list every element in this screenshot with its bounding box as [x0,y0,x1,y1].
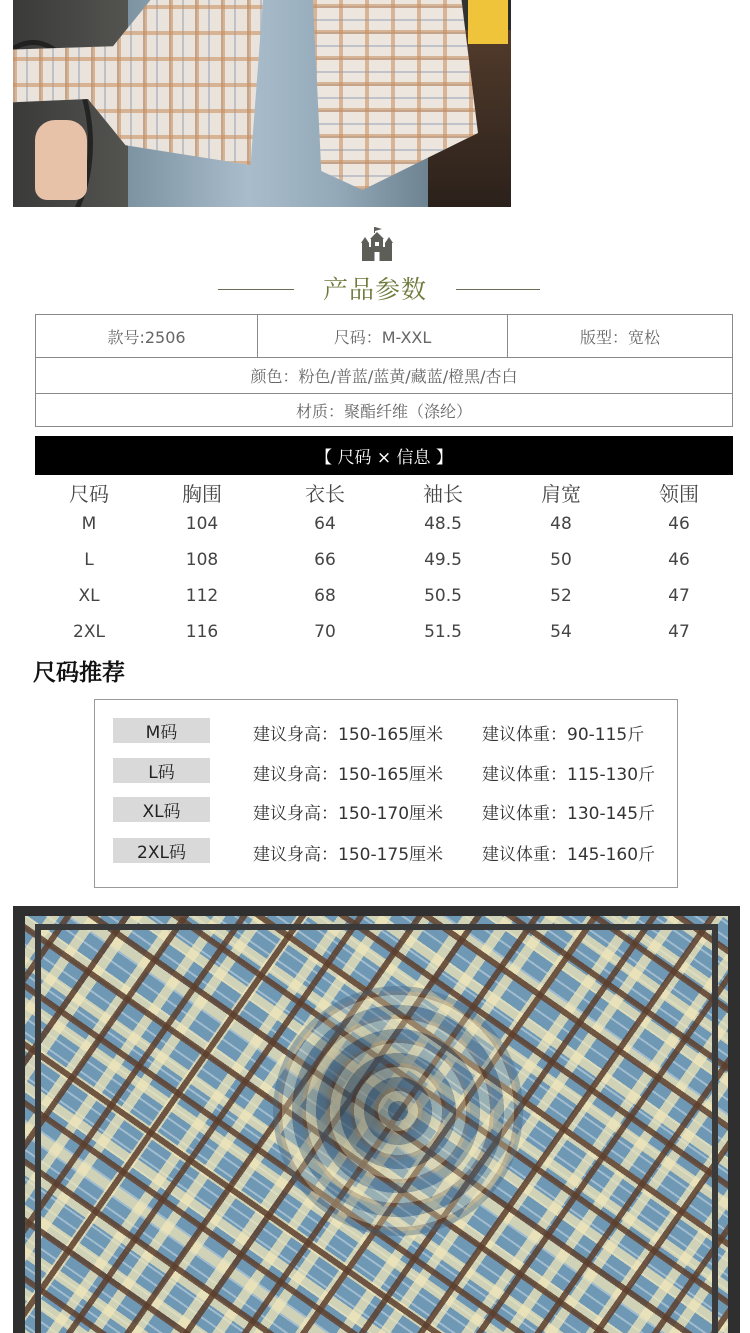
header-chest: 胸围 [182,481,222,506]
cell-size: M [81,514,97,534]
size-info-banner: 【 尺码 × 信息 】 [35,436,733,475]
cell-shoulder: 52 [550,586,572,606]
list-item [95,718,677,744]
cell-length: 68 [314,586,336,606]
cell-size: L [84,550,94,570]
section-title: 产品参数 [322,275,427,304]
params-row-material [36,394,732,427]
cell-chest: 104 [185,514,219,534]
suggested-height: 建议身高：150-165厘米 [253,725,444,745]
cell-sleeve: 51.5 [424,622,462,642]
suggested-height: 建议身高：150-175厘米 [253,845,444,865]
material: 材质：聚酯纤维（涤纶） [295,402,472,421]
cell-shoulder: 50 [550,550,572,570]
cell-collar: 46 [668,550,690,570]
cell-sleeve: 48.5 [424,514,462,534]
cell-sleeve: 49.5 [424,550,462,570]
size-table [30,478,738,650]
list-item [95,838,677,864]
fit-type: 版型：宽松 [579,327,660,347]
cell-chest: 116 [185,622,219,642]
suggested-weight: 建议体重：145-160斤 [482,845,656,865]
castle-icon [360,225,394,261]
header-shoulder: 肩宽 [541,481,581,506]
cell-shoulder: 54 [550,622,572,642]
fabric-detail-photo [13,906,740,1333]
table-row [30,614,738,650]
cell-length: 64 [314,514,336,534]
cell-sleeve: 50.5 [424,586,462,606]
header-sleeve: 袖长 [423,481,463,506]
suggested-height: 建议身高：150-165厘米 [253,765,444,785]
model-photo [13,0,511,207]
cell-collar: 47 [668,586,690,606]
size-tag: XL码 [113,797,210,822]
cell-size: 2XL [73,622,105,642]
suggested-weight: 建议体重：90-115斤 [482,725,645,745]
list-item [95,758,677,784]
size-table-header [30,478,738,506]
suggested-weight: 建议体重：130-145斤 [482,804,656,824]
params-row-basic [36,315,732,358]
header-divider-left [218,289,294,290]
cell-chest: 108 [185,550,219,570]
cell-collar: 47 [668,622,690,642]
product-params-table [35,314,733,427]
recommend-box [94,699,678,888]
size-range: 尺码：M-XXL [258,315,508,357]
header-collar: 领围 [659,481,699,506]
size-tag: 2XL码 [113,838,210,863]
suggested-weight: 建议体重：115-130斤 [482,765,656,785]
cell-collar: 46 [668,514,690,534]
recommend-title: 尺码推荐 [33,660,125,686]
list-item [95,797,677,823]
cell-chest: 112 [185,586,219,606]
header-divider-right [456,289,540,290]
cell-length: 66 [314,550,336,570]
cell-length: 70 [314,622,336,642]
header-size: 尺码 [69,481,109,506]
cell-size: XL [78,586,100,606]
cell-shoulder: 48 [550,514,572,534]
table-row [30,506,738,542]
color-options: 颜色：粉色/普蓝/蓝黄/藏蓝/橙黑/杏白 [250,367,518,386]
table-row [30,578,738,614]
suggested-height: 建议身高：150-170厘米 [253,804,444,824]
params-row-colors [36,358,732,394]
style-number: 款号:2506 [36,315,258,357]
size-tag: L码 [113,758,210,783]
size-tag: M码 [113,718,210,743]
table-row [30,542,738,578]
header-length: 衣长 [305,481,345,506]
